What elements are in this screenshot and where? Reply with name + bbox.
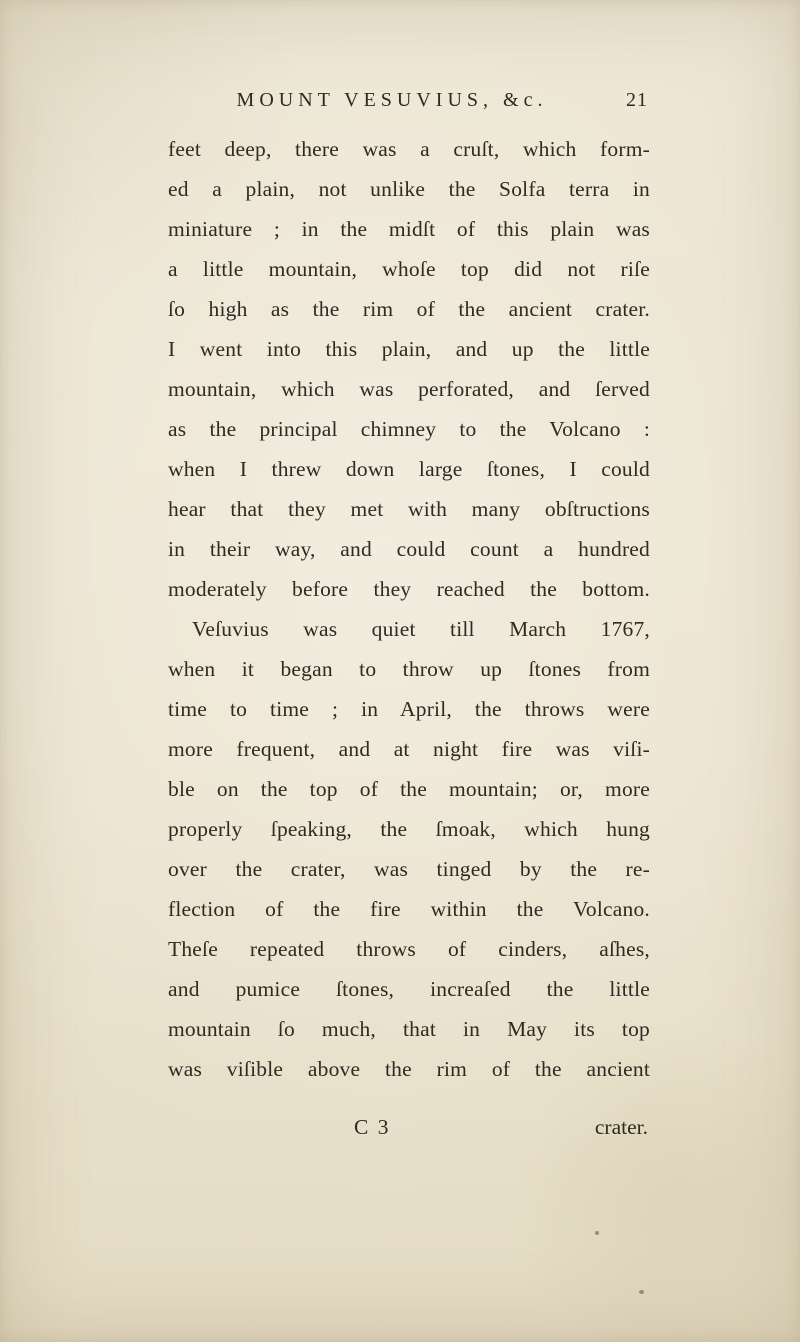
text-line: mountain ſo much, that in May its top (168, 1017, 650, 1041)
text-line: when it began to throw up ſtones from (168, 657, 650, 681)
text-line: mountain, which was perforated, and ſerved (168, 377, 650, 401)
text-block (168, 86, 650, 1147)
text-line: in their way, and could count a hundred (168, 537, 650, 561)
ink-speck (639, 1290, 644, 1294)
text-line: Theſe repeated throws of cinders, aſhes, (168, 937, 650, 961)
text-line: over the crater, was tinged by the re- (168, 857, 650, 881)
text-line: time to time ; in April, the throws were (168, 697, 650, 721)
text-line: feet deep, there was a cruſt, which form- (168, 137, 650, 161)
text-line: ble on the top of the mountain; or, more (168, 777, 650, 801)
running-header-title: MOUNT VESUVIUS, &c. (236, 89, 548, 111)
ink-speck (595, 1231, 599, 1235)
body-text (168, 129, 650, 1089)
text-line: and pumice ſtones, increaſed the little (168, 977, 650, 1001)
catchword: crater. (594, 1115, 648, 1139)
text-line: miniature ; in the midſt of this plain was (168, 217, 650, 241)
text-line: a little mountain, whoſe top did not riſe (168, 257, 650, 281)
page-number: 21 (626, 89, 648, 111)
text-line: ſo high as the rim of the ancient crater. (168, 297, 650, 321)
text-line: I went into this plain, and up the little (168, 337, 650, 361)
text-line: when I threw down large ſtones, I could (168, 457, 650, 481)
text-line: flection of the fire within the Volcano. (168, 897, 650, 921)
text-line: ed a plain, not unlike the Solfa terra in (168, 177, 650, 201)
text-line: Veſuvius was quiet till March 1767, (192, 617, 650, 641)
text-line: moderately before they reached the bottom. (168, 577, 650, 601)
text-line: properly ſpeaking, the ſmoak, which hung (168, 817, 650, 841)
running-header (168, 86, 650, 114)
footer-line (168, 1107, 650, 1147)
text-line: hear that they met with many obſtructions (168, 497, 650, 521)
signature-mark: C 3 (354, 1115, 391, 1139)
text-line: as the principal chimney to the Volcano : (168, 417, 650, 441)
text-line: more frequent, and at night fire was viſi- (168, 737, 650, 761)
text-line: was viſible above the rim of the ancient (168, 1057, 650, 1081)
